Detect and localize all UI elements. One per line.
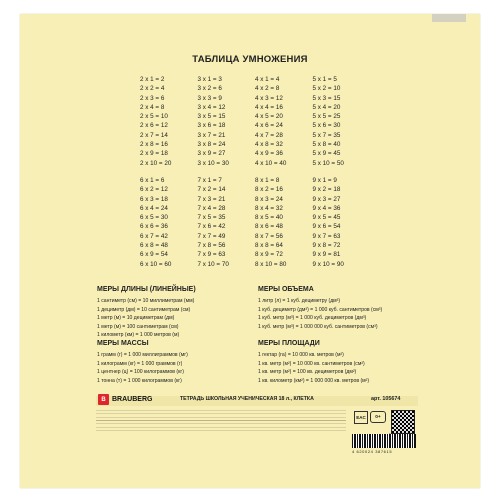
mult-row: 2 x 10 = 20 bbox=[140, 159, 172, 167]
mult-row: 4 x 1 = 4 bbox=[255, 76, 280, 83]
mult-row: 9 x 10 = 90 bbox=[312, 260, 344, 268]
mult-row: 2 x 5 = 10 bbox=[140, 113, 168, 121]
mult-row: 9 x 7 = 63 bbox=[312, 232, 341, 240]
mult-row: 3 x 5 = 15 bbox=[197, 113, 226, 121]
mult-row: 3 x 9 = 27 bbox=[197, 150, 226, 158]
mult-row: 2 x 4 = 8 bbox=[140, 103, 165, 111]
mult-row: 6 x 2 = 12 bbox=[140, 186, 168, 194]
mult-row: 8 x 1 = 8 bbox=[255, 176, 280, 184]
mult-row: 6 x 1 = 6 bbox=[140, 176, 165, 184]
mult-row: 4 x 9 = 36 bbox=[255, 150, 283, 158]
mult-row: 5 x 5 = 25 bbox=[312, 113, 341, 121]
brauberg-logo-icon: B bbox=[98, 394, 109, 405]
measure-line: 1 кв. метр (м²) = 10 000 кв. сантиметров (см²) bbox=[258, 360, 365, 367]
cover-tab-mark bbox=[432, 14, 466, 22]
mult-row: 6 x 6 = 36 bbox=[140, 223, 168, 231]
mult-row: 4 x 7 = 28 bbox=[255, 131, 283, 139]
age-rating-badge: 0+ bbox=[370, 411, 386, 423]
mult-row: 6 x 3 = 18 bbox=[140, 195, 168, 203]
mult-row: 7 x 5 = 35 bbox=[197, 214, 226, 222]
measure-line: 1 кв. метр (м²) = 100 кв. дециметров (дм²) bbox=[258, 369, 357, 376]
mult-row: 6 x 9 = 54 bbox=[140, 251, 168, 259]
article-number: арт. 105674 bbox=[371, 396, 401, 402]
measure-line: 1 центнер (ц) = 100 килограммов (кг) bbox=[97, 369, 184, 376]
mult-row: 6 x 7 = 42 bbox=[140, 232, 168, 240]
area-measures-list bbox=[258, 351, 369, 385]
mult-col-4 bbox=[255, 75, 313, 168]
mult-row: 8 x 4 = 32 bbox=[255, 204, 283, 212]
barcode-icon bbox=[352, 434, 416, 448]
mult-col-3 bbox=[198, 75, 256, 168]
mult-row: 3 x 2 = 6 bbox=[197, 85, 222, 93]
mult-row: 7 x 6 = 42 bbox=[197, 223, 226, 231]
measure-line: 1 дециметр (дм) = 10 сантиметрам (см) bbox=[97, 306, 191, 313]
mult-row: 5 x 2 = 10 bbox=[312, 85, 341, 93]
mult-row: 7 x 10 = 70 bbox=[197, 260, 229, 268]
mult-row: 4 x 6 = 24 bbox=[255, 122, 283, 130]
mult-row: 3 x 7 = 21 bbox=[197, 131, 226, 139]
mult-row: 2 x 7 = 14 bbox=[140, 131, 168, 139]
mult-row: 9 x 1 = 9 bbox=[312, 176, 337, 184]
mult-row: 7 x 1 = 7 bbox=[197, 176, 222, 184]
mult-row: 9 x 2 = 18 bbox=[312, 186, 341, 194]
fine-print-lines bbox=[96, 410, 346, 432]
mult-row: 9 x 6 = 54 bbox=[312, 223, 341, 231]
mult-row: 2 x 9 = 18 bbox=[140, 150, 168, 158]
mult-row: 2 x 3 = 6 bbox=[140, 94, 165, 102]
mult-row: 5 x 6 = 30 bbox=[312, 122, 341, 130]
mult-row: 8 x 10 = 80 bbox=[255, 260, 287, 268]
measure-line: 1 тонна (т) = 1 000 килограммов (кг) bbox=[97, 377, 182, 384]
mult-row: 5 x 1 = 5 bbox=[312, 76, 337, 83]
mult-row: 7 x 2 = 14 bbox=[197, 186, 226, 194]
measure-line: 1 грамм (г) = 1 000 миллиграммов (мг) bbox=[97, 352, 188, 358]
mult-col-7 bbox=[198, 176, 256, 269]
measure-line: 1 куб. метр (м³) = 1 000 куб. дециметров (дм³) bbox=[258, 315, 367, 322]
mult-row: 6 x 4 = 24 bbox=[140, 204, 168, 212]
mult-col-8 bbox=[255, 176, 313, 269]
mult-row: 3 x 10 = 30 bbox=[197, 159, 229, 167]
eac-cert-icon: EAC bbox=[354, 411, 368, 424]
mult-row: 7 x 4 = 28 bbox=[197, 204, 226, 212]
measure-line: 1 кв. километр (км²) = 1 000 000 кв. метров (м²) bbox=[258, 377, 370, 384]
mult-row: 2 x 6 = 12 bbox=[140, 122, 168, 130]
measure-line: 1 сантиметр (см) = 10 миллиметрам (мм) bbox=[97, 298, 195, 304]
multiplication-table bbox=[140, 75, 370, 268]
mult-col-9 bbox=[313, 176, 371, 269]
mult-row: 9 x 3 = 27 bbox=[312, 195, 341, 203]
measure-line: 1 куб. дециметр (дм³) = 1 000 куб. сантиметров (см³) bbox=[258, 306, 383, 313]
mult-row: 7 x 8 = 56 bbox=[197, 242, 226, 250]
mult-row: 6 x 5 = 30 bbox=[140, 214, 168, 222]
mult-col-6 bbox=[140, 176, 198, 269]
fine-print bbox=[96, 410, 346, 432]
mult-row: 9 x 8 = 72 bbox=[312, 242, 341, 250]
mass-measures-list bbox=[97, 351, 188, 385]
measure-line: 1 килограмм (кг) = 1 000 граммов (г) bbox=[97, 360, 183, 367]
mult-row: 6 x 10 = 60 bbox=[140, 260, 172, 268]
mult-row: 8 x 6 = 48 bbox=[255, 223, 283, 231]
mult-row: 4 x 8 = 32 bbox=[255, 141, 283, 149]
mult-row: 4 x 10 = 40 bbox=[255, 159, 287, 167]
length-measures-list bbox=[97, 297, 194, 340]
mult-row: 4 x 4 = 16 bbox=[255, 103, 283, 111]
mult-row: 5 x 9 = 45 bbox=[312, 150, 341, 158]
mult-row: 9 x 5 = 45 bbox=[312, 214, 341, 222]
mult-row: 8 x 9 = 72 bbox=[255, 251, 283, 259]
mult-row: 6 x 8 = 48 bbox=[140, 242, 168, 250]
barcode-number: 4 620024 387615 bbox=[352, 449, 393, 454]
product-description: ТЕТРАДЬ ШКОЛЬНАЯ УЧЕНИЧЕСКАЯ 18 л., КЛЕТКА bbox=[180, 396, 314, 402]
mult-row: 9 x 9 = 81 bbox=[312, 251, 341, 259]
mult-row: 8 x 8 = 64 bbox=[255, 242, 283, 250]
mult-row: 5 x 8 = 40 bbox=[312, 141, 341, 149]
mult-col-5 bbox=[313, 75, 371, 168]
mult-row: 9 x 4 = 36 bbox=[312, 204, 341, 212]
brand-name: BRAUBERG bbox=[112, 396, 153, 403]
mult-row: 3 x 6 = 18 bbox=[197, 122, 226, 130]
measure-line: 1 километр (км) = 1 000 метров (м) bbox=[97, 332, 180, 339]
mult-row: 5 x 7 = 35 bbox=[312, 131, 341, 139]
mult-row: 5 x 4 = 20 bbox=[312, 103, 341, 111]
mult-row: 7 x 7 = 49 bbox=[197, 232, 226, 240]
measure-line: 1 литр (л) = 1 куб. дециметру (дм³) bbox=[258, 298, 341, 304]
measure-line: 1 куб. метр (м³) = 1 000 000 куб. сантиметров (см³) bbox=[258, 323, 378, 330]
brand bbox=[98, 394, 152, 405]
mult-row: 3 x 8 = 24 bbox=[197, 141, 226, 149]
mult-row: 4 x 5 = 20 bbox=[255, 113, 283, 121]
mult-row: 8 x 2 = 16 bbox=[255, 186, 283, 194]
mult-row: 4 x 2 = 8 bbox=[255, 85, 280, 93]
mult-row: 5 x 3 = 15 bbox=[312, 94, 341, 102]
measure-line: 1 метр (м) = 100 сантиметрам (см) bbox=[97, 323, 179, 330]
mult-row: 7 x 3 = 21 bbox=[197, 195, 226, 203]
page-title: ТАБЛИЦА УМНОЖЕНИЯ bbox=[192, 54, 308, 65]
mult-row: 3 x 3 = 9 bbox=[197, 94, 222, 102]
volume-measures-title: МЕРЫ ОБЪЕМА bbox=[258, 286, 314, 293]
measure-line: 1 метр (м) = 10 дециметрам (дм) bbox=[97, 315, 175, 322]
mult-row: 5 x 10 = 50 bbox=[312, 159, 344, 167]
mult-row: 7 x 9 = 63 bbox=[197, 251, 226, 259]
mult-row: 3 x 4 = 12 bbox=[197, 103, 226, 111]
mult-row: 8 x 5 = 40 bbox=[255, 214, 283, 222]
mult-row: 8 x 7 = 56 bbox=[255, 232, 283, 240]
mult-row: 2 x 8 = 16 bbox=[140, 141, 168, 149]
measure-line: 1 гектар (га) = 10 000 кв. метров (м²) bbox=[258, 352, 344, 358]
mult-col-2 bbox=[140, 75, 198, 168]
volume-measures-list bbox=[258, 297, 382, 331]
mult-row: 3 x 1 = 3 bbox=[197, 76, 222, 83]
area-measures-title: МЕРЫ ПЛОЩАДИ bbox=[258, 340, 320, 347]
mult-row: 2 x 2 = 4 bbox=[140, 85, 165, 93]
mult-row: 2 x 1 = 2 bbox=[140, 76, 165, 83]
mult-row: 8 x 3 = 24 bbox=[255, 195, 283, 203]
mass-measures-title: МЕРЫ МАССЫ bbox=[97, 340, 149, 347]
length-measures-title: МЕРЫ ДЛИНЫ (ЛИНЕЙНЫЕ) bbox=[97, 286, 196, 293]
mult-row: 4 x 3 = 12 bbox=[255, 94, 283, 102]
qr-code-icon bbox=[391, 410, 415, 434]
